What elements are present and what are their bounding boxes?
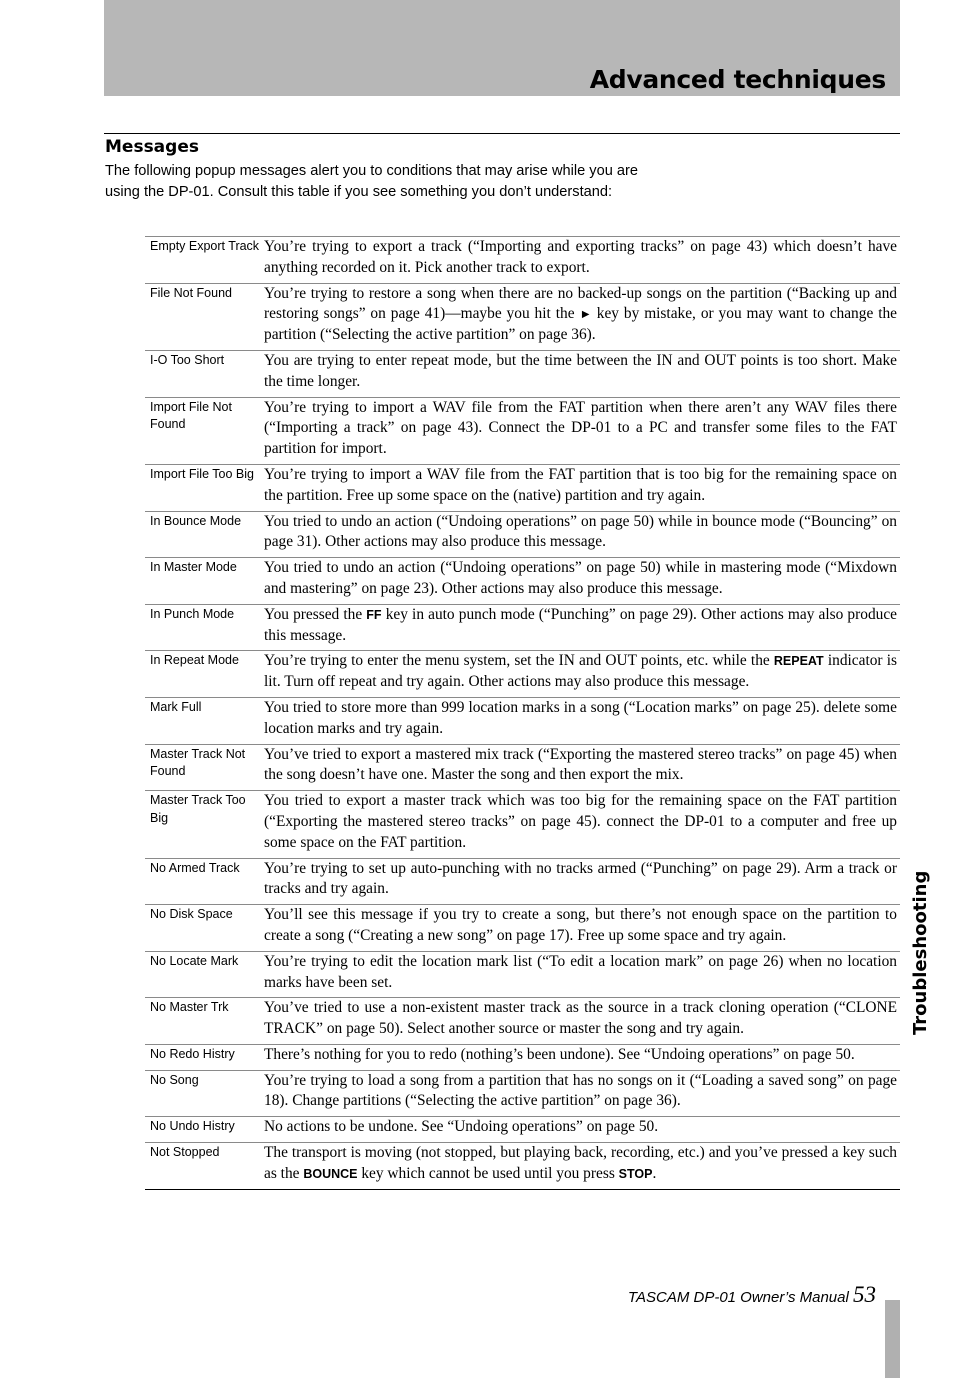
- message-code: Master Track Not Found: [145, 744, 264, 791]
- message-code: Mark Full: [145, 697, 264, 744]
- message-description: [264, 558, 900, 605]
- edge-thumb-tab: [885, 1300, 900, 1378]
- message-code: No Redo Histry: [145, 1044, 264, 1070]
- message-code: Import File Too Big: [145, 464, 264, 511]
- table-row: [145, 558, 900, 605]
- description-text: You tried to undo an action (“Undoing operations” on page 50) while in mastering mode (“Mixdown and mastering” on page 23). Other actions may also produce this message.: [264, 559, 897, 597]
- message-code: File Not Found: [145, 283, 264, 350]
- description-text: You’ve tried to use a non-existent master track as the source in a track cloning operation (“CLONE TRACK” on page 50). Select another source or master the song and try again.: [264, 999, 897, 1038]
- message-description: [264, 604, 900, 651]
- table-row: [145, 350, 900, 397]
- table-row: [145, 651, 900, 698]
- message-description: [264, 1070, 900, 1117]
- description-text: You’re trying to set up auto-punching with no tracks armed (“Punching” on page 29). Arm a track or tracks and try again.: [264, 859, 897, 898]
- description-text: indicator is lit. Turn off repeat and try again. Other actions may also produce this message.: [264, 652, 897, 691]
- message-code: No Song: [145, 1070, 264, 1117]
- page-number: 53: [853, 1282, 876, 1307]
- key-label: REPEAT: [773, 654, 824, 669]
- message-description: [264, 237, 900, 284]
- table-row: [145, 1143, 900, 1190]
- section-divider: [104, 133, 900, 134]
- message-code: Master Track Too Big: [145, 791, 264, 858]
- table-row: [145, 464, 900, 511]
- message-code: Import File Not Found: [145, 397, 264, 464]
- table-row: [145, 791, 900, 858]
- section-title: Messages: [105, 137, 199, 157]
- description-text: You’ve tried to export a mastered mix track (“Exporting the mastered stereo tracks” on page 45) when the song doesn’t have one. Master the song and then export the mix.: [264, 745, 897, 784]
- table-row: [145, 1070, 900, 1117]
- message-code: I-O Too Short: [145, 350, 264, 397]
- message-description: [264, 697, 900, 744]
- description-text: You’ll see this message if you try to create a song, but there’s not enough space on the partition to create a song (“Creating a new song” on page 17). Free up some space and try again.: [264, 906, 897, 944]
- message-code: Empty Export Track: [145, 237, 264, 284]
- messages-table: [145, 236, 900, 1190]
- description-text: You’re trying to import a WAV file from the FAT partition that is too big for the remaining space on the partition. Free up some space on the (native) partition and try again.: [264, 465, 897, 504]
- chapter-title: Advanced techniques: [589, 65, 886, 94]
- table-row: [145, 511, 900, 558]
- message-description: [264, 858, 900, 905]
- key-label: FF: [366, 607, 382, 622]
- description-text: You’re trying to export a track (“Importing and exporting tracks” on page 43) which doesn’t have anything recorded on it. Pick another track to export.: [264, 238, 897, 276]
- description-text: .: [652, 1164, 657, 1182]
- table-row: [145, 1117, 900, 1143]
- description-text: The transport is moving (not stopped, but playing back, recording, etc.) and you’ve pressed a key such as the: [264, 1144, 897, 1182]
- table-row: [145, 858, 900, 905]
- description-text: You pressed the: [264, 605, 367, 623]
- message-description: [264, 951, 900, 998]
- key-label: ►: [579, 307, 592, 322]
- message-code: In Bounce Mode: [145, 511, 264, 558]
- header-banner: [104, 0, 900, 96]
- message-description: [264, 1044, 900, 1070]
- page-footer: [628, 1282, 876, 1308]
- side-tab-troubleshooting: Troubleshooting: [910, 870, 931, 1035]
- message-code: In Master Mode: [145, 558, 264, 605]
- message-description: [264, 511, 900, 558]
- message-code: In Punch Mode: [145, 604, 264, 651]
- description-text: No actions to be undone. See “Undoing operations” on page 50.: [264, 1118, 659, 1136]
- table-row: [145, 951, 900, 998]
- manual-title: TASCAM DP-01 Owner’s Manual: [627, 1289, 853, 1306]
- message-code: No Master Trk: [145, 998, 264, 1045]
- description-text: You tried to export a master track which was too big for the remaining space on the FAT partition (“Exporting the mastered stereo tracks” on page 45). connect the DP-01 to a computer and free up some space on the FAT partition.: [264, 792, 897, 851]
- description-text: You’re trying to restore a song when there are no backed-up songs on the partition (“Backing up and restoring songs” on page 41)—maybe you hit the: [264, 284, 897, 323]
- message-description: [264, 350, 900, 397]
- description-text: You’re trying to enter the menu system, set the IN and OUT points, etc. while the: [264, 652, 774, 670]
- message-description: [264, 1117, 900, 1143]
- message-code: No Armed Track: [145, 858, 264, 905]
- section-intro: The following popup messages alert you to conditions that may arise while you are using the DP-01. Consult this table if you see something you don’t understand:: [105, 163, 638, 200]
- message-code: No Disk Space: [145, 905, 264, 952]
- table-row: [145, 283, 900, 350]
- description-text: You’re trying to edit the location mark list (“To edit a location mark” on page 26) when no location marks have been set.: [264, 952, 897, 991]
- table-row: [145, 604, 900, 651]
- table-row: [145, 697, 900, 744]
- message-code: Not Stopped: [145, 1143, 264, 1190]
- description-text: You tried to store more than 999 location marks in a song (“Location marks” on page 25). delete some location marks and try again.: [264, 698, 897, 737]
- table-row: [145, 1044, 900, 1070]
- description-text: There’s nothing for you to redo (nothing’s been undone). See “Undoing operations” on page 50.: [264, 1045, 855, 1063]
- description-text: key in auto punch mode (“Punching” on page 29). Other actions may also produce this message.: [264, 605, 897, 644]
- message-code: No Locate Mark: [145, 951, 264, 998]
- message-code: In Repeat Mode: [145, 651, 264, 698]
- table-row: [145, 744, 900, 791]
- key-label: BOUNCE: [303, 1166, 358, 1181]
- message-description: [264, 744, 900, 791]
- message-description: [264, 791, 900, 858]
- message-description: [264, 998, 900, 1045]
- message-code: No Undo Histry: [145, 1117, 264, 1143]
- key-label: STOP: [618, 1166, 653, 1181]
- table-row: [145, 397, 900, 464]
- description-text: key by mistake, or you may want to change the partition (“Selecting the active partition” on page 36).: [264, 305, 897, 344]
- message-description: [264, 283, 900, 350]
- description-text: key which cannot be used until you press: [357, 1164, 619, 1182]
- description-text: You’re trying to load a song from a partition that has no songs on it (“Loading a saved song” on page 18). Change partitions (“Selecting the active partition” on page 36).: [264, 1071, 897, 1110]
- table-row: [145, 237, 900, 284]
- message-description: [264, 397, 900, 464]
- description-text: You tried to undo an action (“Undoing operations” on page 50) while in bounce mode (“Bouncing” on page 31). Other actions may also produce this message.: [264, 512, 897, 551]
- message-description: [264, 1143, 900, 1190]
- table-row: [145, 998, 900, 1045]
- message-description: [264, 651, 900, 698]
- table-row: [145, 905, 900, 952]
- message-description: [264, 464, 900, 511]
- description-text: You are trying to enter repeat mode, but the time between the IN and OUT points is too short. Make the time longer.: [264, 351, 897, 390]
- message-description: [264, 905, 900, 952]
- description-text: You’re trying to import a WAV file from the FAT partition when there aren’t any WAV files there (“Importing a track” on page 43). Connect the DP-01 to a PC and transfer some files to the FAT partition for import.: [264, 398, 897, 458]
